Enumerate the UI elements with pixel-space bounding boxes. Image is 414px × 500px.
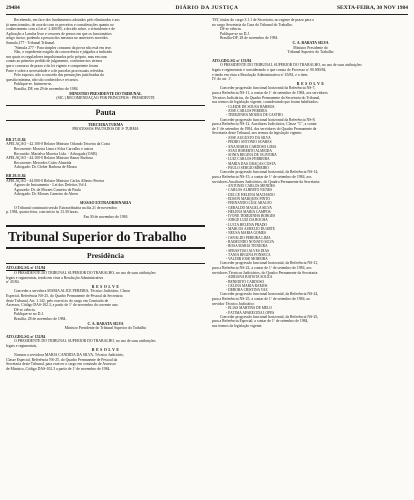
entry-line: Advogado: Dr. Cleber Barbosa de Moura [14,165,77,170]
text-line: questão mínima, não são conhecidos e recursos. [6,77,79,82]
act-text: legais e regimentais e considerando o que consta do Processo nº 00.000/84, [212,67,327,72]
paragraph-line: Técnicos Judiciários, do Quadro Permanente da Secretaria do Tribunal, [212,95,321,100]
paragraph-line: Secretaria deste Tribunal, nos termos da legislação vigente: [212,131,303,136]
closing-line: Publique-se no D.J. [14,312,44,317]
paragraph-line: Conceder progressão funcional horizontal, da Referência NS-14, [220,170,319,175]
session-date: Em 30 de novembro de 1984 [83,214,128,219]
resolve-text: Conceder a servidora MARIA ALICE PEREIRA, Técnico Judiciário, Classe [14,289,131,294]
page-header [6,4,408,15]
act-text: nº 45/84. [6,280,20,285]
section-title: Presidência [87,251,124,261]
list-item: - JORGE LUIZ DA ROCHA [226,218,268,223]
list-item: - NEUSA MARIA GOMES [226,231,267,236]
text-line: já mencionados, de acordo com os preceitos e considerações quanto ao [6,22,114,27]
text-line: no cargo Secretaria da Casa do Tribunal do Trabalho. [212,22,293,27]
text-line: Brasília-DF, 28 de novembro de 1984. [220,36,279,41]
resolve-text: Assessor, Código DAS-102.3, a partir de 1º de novembro do corrente ano. [6,303,119,308]
entry-line: Recorrente: Mercedes Calvo Almeida [14,160,72,165]
paragraph-line: servidor Técnico Judiciário: [212,301,255,306]
list-item: - GERALDO MAGELA SILVA [226,205,273,210]
text-line: Publique-se. Intimem-se. [14,82,53,87]
paragraph-line: de 1º de setembro de 1984, dos servidores do Quadro Permanente da [212,126,317,131]
list-item: - CLEIDE DE SOUSA BARROS [226,104,275,109]
list-item: - FERNANDO LUIZ ARAÚJO [226,201,272,206]
list-item: - ELIAS MARTINS DE MELO [226,306,272,311]
paragraph-line: Conceder progressão funcional horizontal, da Referência NS-24, [220,292,319,297]
name-list [212,275,409,292]
list-item: - FÁTIMA APARECIDA LOPES [226,310,275,315]
entry-line: Recorrido: Marialva Moreira Ltda. - Advogada (OAB) [14,151,97,156]
text-line: TST, titular do cargo 3.1.1 de Secretaria, no regime de prazo para o [212,18,315,22]
entry-line: APELAÇÃO - 42.100-0 Relator Ministro Orlando Teixeira da Costa [6,142,110,147]
resolve-text: Especial, Referência NS-25, do Quadro Permanente de Pessoal da Secretaria [6,293,123,298]
session-note: SESSÃO EXTRAORDINÁRIA [79,201,132,205]
paragraph-line: Conceder progressão funcional horizontal da Referência NS-8, [220,117,316,122]
left-column [6,18,205,496]
text-line: Pelo exposto, não a concedo das presunções justificadas da [14,73,104,78]
paragraph-line: para a Referência NS-22, a contar de 1º de setembro de 1984, aos [212,266,312,271]
list-item: - JOÃO ROBERTO ALMEIDA [226,148,272,153]
name-list [212,184,409,261]
text-line: "Súmula 277 - Para simples consumo da prova não está em tese. [14,45,112,50]
list-item: - ADRIANA BATISTA SOUZA [226,275,273,280]
pauta-title: Pauta [95,107,116,117]
page-number: 29484 [6,5,20,11]
text-line: Dê-se ciência. [220,27,242,32]
session-text: p. 1984, quarta-feira, com início às 13.30 horas. [6,210,79,215]
signer-name: C. A. BARATA SILVA [292,40,329,45]
signer-role: Ministro Presidente do Tribunal Superior do Trabalho [64,326,147,331]
paragraph-line: nos termos da legislação vigente, considerando que foram habilitados: [212,100,319,105]
text-line: Parte e sobre a necessidade e a de parcelas processuais referidas. [6,68,105,73]
paragraph-line: servidores Técnicos Judiciários, do Quadro Permanente da Secretaria: [212,270,319,275]
list-item: - PEDRO ANTÔNIO SOARES [226,140,272,145]
list-item: - EDSON MARQUES PINTO [226,197,270,201]
list-item: - JOSÉ AUGUSTO DA SILVA [226,135,271,140]
resolve-heading: R E S O L V E [91,348,120,353]
list-item: - VALDIR JOSÉ MOREIRA [226,257,268,262]
court-title: Tribunal Superior do Trabalho [8,229,187,245]
list-item: - TÂNIA REGINA FONSECA [226,252,271,257]
pauta-line: PROCESSOS PAUTADOS DE 3ª TURMA [72,127,139,132]
list-item: - MARCOS AURÉLIO DUARTE [226,227,275,232]
act-number: ATO.GDG.SG nº 152/84 [6,334,46,339]
act-text: IV, do art. 1º. [212,77,233,82]
right-column [212,18,409,496]
list-item: - CARLOS ALBERTO NUNES [226,188,273,193]
resolve-heading: R E S O L V E [91,284,120,289]
list-item: - JOSÉ CARLOS PEREIRA [226,108,268,113]
pauta-section [6,105,205,132]
act-number: ATO.GDG.SG nº 151/84 [6,266,46,271]
paragraph-line: para a Referência Especial, a contar de 1º de setembro de 1984, [212,319,309,324]
list-item: - HELENA MARIA CAMPOS [226,209,271,214]
act-number: ATO.GDG.SG nº 153/84 [212,58,252,63]
list-item: - ANTÔNIO CARLOS MENDES [226,184,276,189]
act-text: O PRESIDENTE DO TRIBUNAL SUPERIOR DO TRABALHO, no uso de suas atribuições [14,270,156,275]
signature: MINISTRO PRESIDENTE DO TRIBUNAL [69,91,142,96]
act-text: legais e regimentais, [6,343,38,348]
paragraph-line: para a Referência NS-12, Auxiliares Judiciários, Classe "C", a contar [212,122,317,127]
list-item: - ANA MARIA CARDOSO LIMA [226,144,277,149]
text-line: contas ao primeiro pedido de julgamento, conforme nos termos [6,59,103,64]
text-line: Sumula 277 - Tribunal Tribunal. [6,40,56,45]
paragraph-line: Conceder progressão funcional horizontal, da Referência NS-25, [220,314,319,319]
entry-date: RR 29.11.84 [6,174,26,179]
entry-line: Agravo de Instrumento - Lei dos Defeitos Vol 4 [14,183,87,188]
paragraph-line: Conceder progressão funcional horizontal da Referência NS-7, [220,86,316,91]
paragraph-line: servidores Auxiliares Judiciários, do Quadro Permanente da Secretaria: [212,179,321,184]
session-text: O Tribunal continuará sessão Extraordinária na dia 21 de novembro [14,205,117,210]
name-list [212,136,409,170]
text-line: Recebendo, em face dos fundamentos adotados pelo eliminados e aos [14,18,120,22]
text-line: Aplicação a Lancha livre e cessores de presos em que os funcionários [6,31,112,36]
resolve-heading: R E S O L V E [296,81,325,86]
list-item: - LUIZ CARLOS FERREIRA [226,157,270,162]
list-item: - MARIA DAS GRAÇAS COSTA [226,161,276,166]
list-item: - BENEDITO CARDOSO [226,279,265,284]
paragraph-line: para a Referência NS-15, a contar de 1º de setembro de 1984, aos [212,174,312,179]
text-line: conhecimento com a Lei nº 2.400/85, a decidir sobre, o reincidente e de [6,27,115,32]
pauta-subtitle: TERCEIRA TURMA [87,122,124,127]
name-list [212,105,409,118]
signer-role: Tribunal Superior do Trabalho [287,50,334,55]
paragraph-line: para a Referência NS-11, a contar de 1º de setembro de 1984, aos servidores [212,90,328,95]
paragraph-line: nos termos da legislação vigente. [212,323,263,328]
act-text: legais e regimentais, tendo em vista a Resolução Administrativa [6,275,104,280]
signer-role: Ministro Presidente do [293,45,328,50]
list-item: - OSVALDO PEREIRA LIMA [226,235,271,240]
text-line: artigo inciso, podendo a pessoa dos mesmos no anteriores movidos [6,36,108,41]
closing-line: Brasília, 28 de novembro de 1984. [14,316,67,321]
list-item: - CELINA MARIA RAMOS [226,283,268,288]
act-text: e tendo em vista a Resolução Administrativa nº 45/84, e o item [212,72,308,77]
closing-line: Dê-se ciência. [14,307,36,312]
act-text: O PRESIDENTE DO TRIBUNAL SUPERIOR DO TRABALHO, no uso de suas atribuições [14,339,156,344]
issue-date: SEXTA-FEIRA, 30 NOV 1984 [337,5,408,11]
act-text: O PRESIDENTE DO TRIBUNAL SUPERIOR DO TRABALHO, no uso de suas atribuições [220,63,362,68]
entry-line: APELAÇÃO - 44.100-0 Relator Ministro Ranor Barbosa [6,156,93,161]
list-item: - SEBASTIÃO ALVES DIAS [226,248,270,253]
list-item: - LÚCIA HELENA PRADO [226,222,268,227]
list-item: - PAULO SÉRGIO RIBEIRO [226,166,269,171]
entry-date: RR 27.11.84 [6,137,26,142]
entry-line: APELAÇÃO - 44.000-0 Relator Ministro Carlos Alberto Pereira [6,178,105,183]
text-line: Não, o expediente exigido da concorrência e julgados a indicada [14,50,112,55]
paragraph-line: Conceder progressão funcional horizontal, da Referência NS-21, [220,261,319,266]
text-line: que o concurso de prazo e da lei vigente e competente foram [6,63,99,68]
paragraph-line: para a Referência NS-25, a contar de 1º de setembro de 1984, ao [212,297,310,302]
resolve-text: Nomear a servidora MARIA CANDIDA DA SILVA, Técnico Judiciário, [14,353,125,358]
list-item: - ROSA MARIA TEIXEIRA [226,244,268,249]
text-line: Publique-se no D.J. [220,31,250,36]
list-item: - TEREZINHA MOURA DE CASTRO [226,113,283,118]
entry-line: Agravado: Dr. de Moraes Carneiro de Paula [14,187,81,192]
entry-line: Recorrente: Moreira Lima e Silva Carvalho e outros [14,147,94,152]
resolve-text: de Ministro, Código DAS-102.3 a partir de 1º de novembro de 1984. [6,366,111,371]
journal-title: DIÁRIO DA JUSTIÇA [175,5,239,11]
text-line: nos quais os reguladores impulsionados pelo próprio, mas em suas [6,54,108,59]
list-item: - RAIMUNDO NONATO SILVA [226,239,275,244]
list-item: - DULCE HELENA MACHADO [226,192,275,197]
entry-line: Advogado: Dr. Moraes Carneiro de Abreu [14,192,78,197]
text-line: Brasília, DF, em 29 de novembro de 1984. [14,86,79,91]
list-item: - IVONE TEREZINHA BORGES [226,214,276,219]
list-item: - SÔNIA REGINA DE OLIVEIRA [226,153,277,158]
signer-name: C. A. BARATA SILVA [87,321,124,326]
name-list [212,306,409,315]
resolve-text: Secretaria deste Tribunal, para exercer o cargo em comissão de Assessor [6,362,116,367]
signature-sub: (SIC.) RECOMENDAÇÃO POR PRINCÍPIOS - PRESIDENTE [56,96,155,101]
resolve-text: deste Tribunal, Art. 1.142, pelo exercício do cargo em Comissão de [6,298,109,303]
resolve-text: Classe Especial, Referência NS-25, do Quadro Permanente de Pessoal da [6,357,118,362]
list-item: - DÉBORA CRISTINA VAZ [226,288,268,293]
